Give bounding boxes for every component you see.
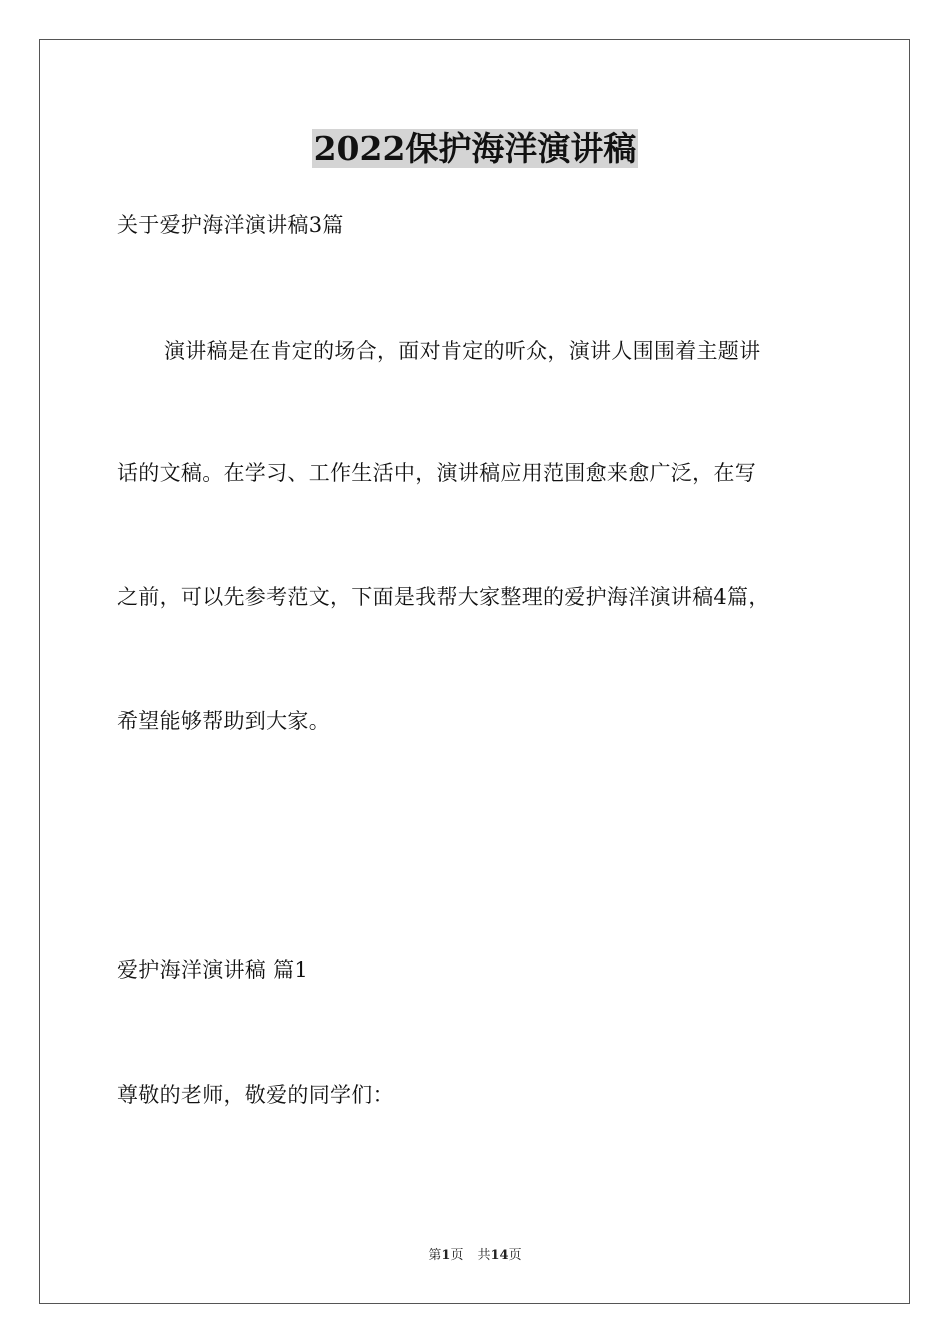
footer-page-total: 14 (490, 1248, 509, 1263)
salutation: 尊敬的老师，敬爱的同学们： (117, 1083, 394, 1107)
footer-page-suffix: 页 (450, 1248, 464, 1263)
footer-total-suffix: 页 (508, 1248, 522, 1263)
paragraph-line-4: 希望能够帮助到大家。 (117, 709, 330, 733)
page-footer (0, 1247, 950, 1265)
document-title (0, 128, 950, 170)
paragraph-line-2: 话的文稿。在学习、工作生活中，演讲稿应用范围愈来愈广泛，在写 (117, 461, 756, 485)
paragraph-line-3: 之前，可以先参考范文，下面是我帮大家整理的爱护海洋演讲稿4篇， (117, 585, 770, 609)
document-title-text: 2022保护海洋演讲稿 (313, 129, 637, 168)
document-subtitle: 关于爱护海洋演讲稿3篇 (117, 213, 344, 237)
paragraph-line-1: 演讲稿是在肯定的场合，面对肯定的听众，演讲人围围着主题讲 (164, 339, 761, 363)
footer-total-prefix: 共 (477, 1248, 491, 1263)
footer-page-current: 1 (441, 1248, 451, 1263)
footer-page-prefix: 第 (428, 1248, 442, 1263)
section-heading: 爱护海洋演讲稿 篇1 (117, 958, 309, 982)
